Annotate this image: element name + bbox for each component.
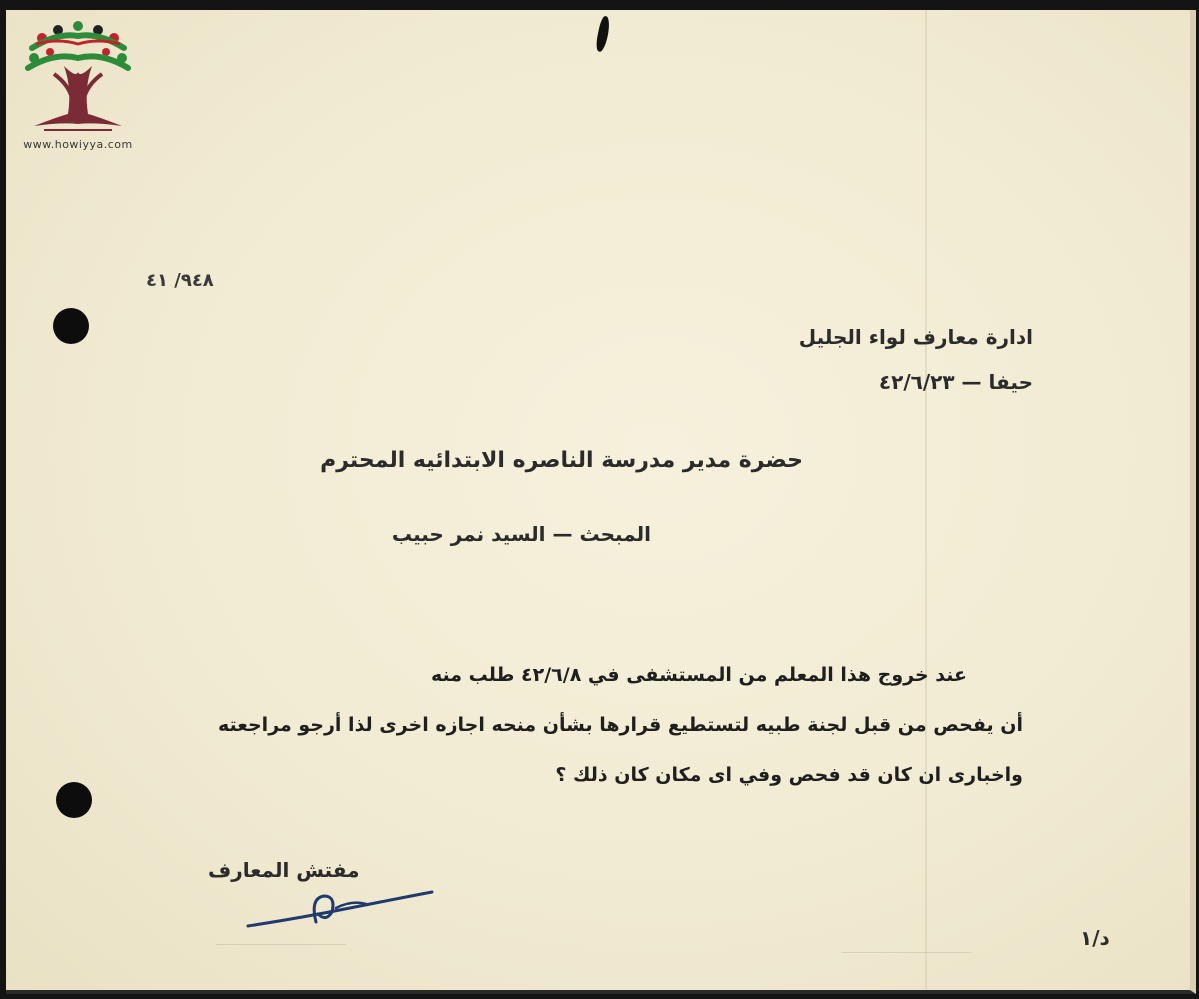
letter-body	[63, 650, 1023, 800]
subject-line: المبحث — السيد نمر حبيب	[391, 522, 651, 546]
body-line: عند خروج هذا المعلم من المستشفى في ٤٢/٦/٨ طلب منه	[431, 664, 967, 686]
handwritten-signature	[240, 878, 440, 938]
punch-hole-top	[53, 308, 89, 344]
reference-number: ٩٤٨/ ٤١	[146, 270, 214, 291]
logo-url-text: www.howiyya.com	[23, 138, 133, 151]
signature-title: مفتش المعارف	[208, 858, 360, 882]
document-paper	[6, 10, 1196, 994]
page-number: د/١	[1080, 926, 1110, 950]
body-line: واخبارى ان كان قد فحص وفي اى مكان كان ذلك ؟	[555, 764, 1023, 786]
howiyya-logo	[14, 18, 142, 158]
body-line: أن يفحص من قبل لجنة طبيه لتستطيع قرارها بشأن منحه اجازه اخرى لذا أرجو مراجعته	[217, 714, 1023, 736]
paper-fold-line	[925, 10, 927, 990]
addressee-line: حضرة مدير مدرسة الناصره الابتدائيه المحترم	[320, 448, 803, 473]
place-and-date: حيفا — ٤٢/٦/٢٣	[878, 370, 1033, 394]
faint-stamp-mark	[842, 952, 972, 993]
sender-department: ادارة معارف لواء الجليل	[798, 325, 1033, 349]
faint-stamp-mark	[216, 944, 346, 985]
family-tree-logo-icon	[14, 18, 142, 136]
